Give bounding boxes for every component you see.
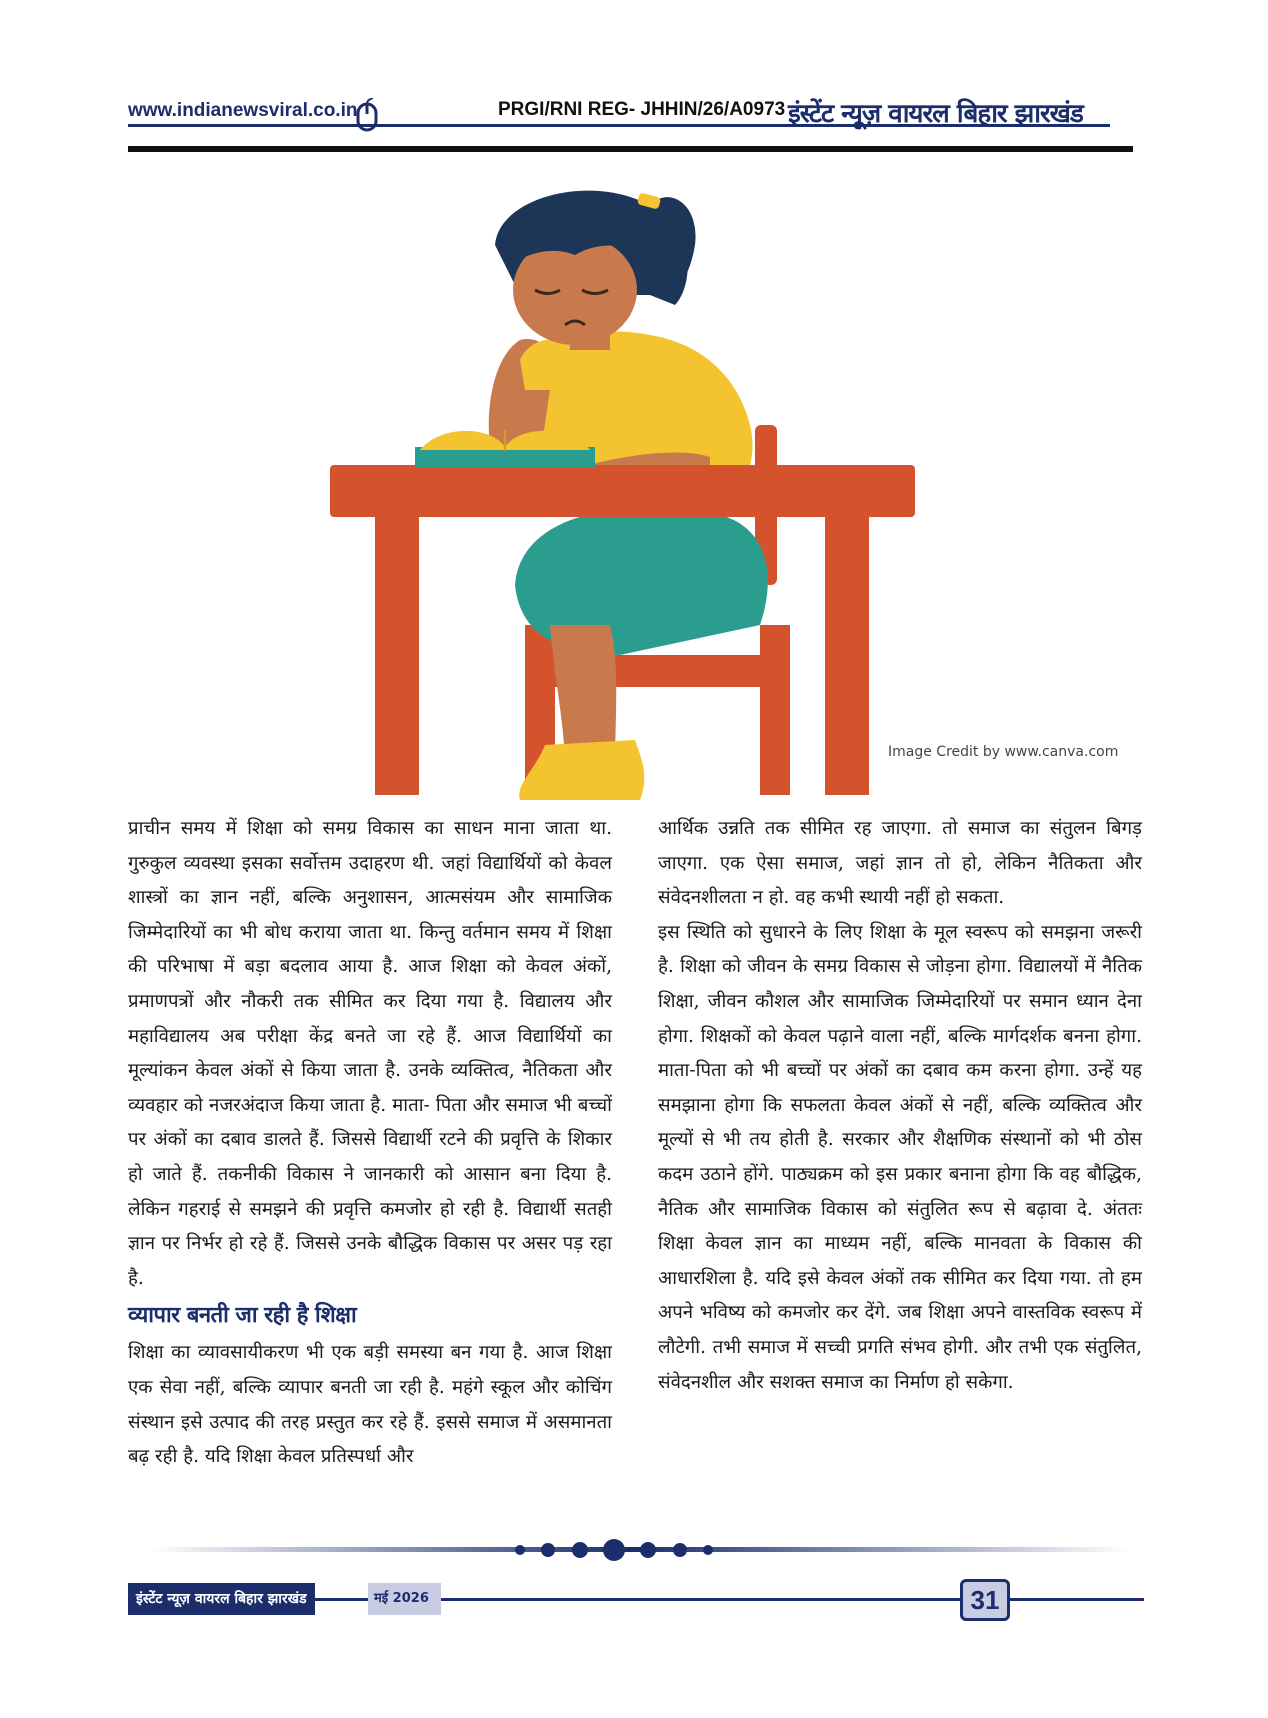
header-thick-rule [128, 146, 1133, 152]
article-column-right [658, 812, 1142, 1400]
issue-date: मई 2026 [368, 1583, 441, 1615]
studying-girl-illustration [320, 185, 920, 805]
footer-brand: इंस्टेंट न्यूज़ वायरल बिहार झारखंड [128, 1583, 315, 1615]
page-number: 31 [960, 1579, 1010, 1621]
registration-number: PRGI/RNI REG- JHHIN/26/A0973 [498, 99, 786, 120]
article-column-left [128, 812, 612, 1475]
article-paragraph: आर्थिक उन्नति तक सीमित रह जाएगा. तो समाज का संतुलन बिगड़ जाएगा. एक ऐसा समाज, जहां ज्ञान तो हो, लेकिन नैतिकता और संवेदनशीलता न हो. वह कभी स्थायी नहीं हो सकता. [658, 818, 1142, 909]
image-credit: Image Credit by www.canva.com [888, 744, 1119, 760]
section-subheading: व्यापार बनती जा रही है शिक्षा [128, 1303, 357, 1329]
header-brand: इंस्टेंट न्यूज़ वायरल बिहार झारखंड [788, 99, 1083, 129]
site-url: www.indianewsviral.co.in [128, 100, 358, 121]
article-paragraph: इस स्थिति को सुधारने के लिए शिक्षा के मूल स्वरूप को समझना जरूरी है. शिक्षा को जीवन के समग्र विकास से जोड़ना होगा. विद्यालयों में नैतिक शिक्षा, जीवन कौशल और सामाजिक जिम्मेदारियों पर समान ध्यान देना होगा. शिक्षकों को केवल पढ़ाने वाला नहीं, बल्कि मार्गदर्शक बनना होगा. माता-पिता को भी बच्चों पर अंकों का दबाव कम करना होगा. उन्हें यह समझाना होगा कि सफलता केवल अंकों से नहीं, बल्कि व्यक्तित्व और मूल्यों से भी तय होती है. सरकार और शैक्षणिक संस्थानों को भी ठोस कदम उठाने होंगे. पाठ्यक्रम को इस प्रकार बनाना होगा कि वह बौद्धिक, नैतिक और सामाजिक विकास को संतुलित रूप से बढ़ावा दे. अंततः शिक्षा केवल ज्ञान का माध्यम नहीं, बल्कि मानवता के विकास की आधारशिला है. यदि इसे केवल अंकों तक सीमित कर दिया गया. तो हम अपने भविष्य को कमजोर कर देंगे. जब शिक्षा अपने वास्तविक स्वरूप में लौटेगी. तभी समाज में सच्ची प्रगति संभव होगी. और तभी एक संतुलित, संवेदनशील और सशक्त समाज का निर्माण हो सकेगा. [658, 921, 1142, 1393]
article-paragraph: प्राचीन समय में शिक्षा को समग्र विकास का साधन माना जाता था. गुरुकुल व्यवस्था इसका सर्वोत्तम उदाहरण थी. जहां विद्यार्थियों को केवल शास्त्रों का ज्ञान नहीं, बल्कि अनुशासन, आत्मसंयम और सामाजिक जिम्मेदारियों का भी बोध कराया जाता था. किन्तु वर्तमान समय में शिक्षा की परिभाषा में बड़ा बदलाव आया है. आज शिक्षा को केवल अंकों, प्रमाणपत्रों और नौकरी तक सीमित कर दिया गया है. विद्यालय और महाविद्यालय अब परीक्षा केंद्र बनते जा रहे हैं. आज विद्यार्थियों का मूल्यांकन केवल अंकों से किया जाता है. उनके व्यक्तित्व, नैतिकता और व्यवहार को नजरअंदाज किया जाता है. माता- पिता और समाज भी बच्चों पर अंकों का दबाव डालते हैं. जिससे विद्यार्थी रटने की प्रवृत्ति के शिकार हो जाते हैं. तकनीकी विकास ने जानकारी को आसान बना दिया है. लेकिन गहराई से समझने की प्रवृत्ति कमजोर हो रही है. विद्यार्थी सतही ज्ञान पर निर्भर हो रहे हैं. जिससे उनके बौद्धिक विकास पर असर पड़ रहा है. [128, 818, 612, 1289]
article-paragraph: शिक्षा का व्यावसायीकरण भी एक बड़ी समस्या बन गया है. आज शिक्षा एक सेवा नहीं, बल्कि व्यापार बनती जा रही है. महंगे स्कूल और कोचिंग संस्थान इसे उत्पाद की तरह प्रस्तुत कर रहे हैं. इससे समाज में असमानता बढ़ रही है. यदि शिक्षा केवल प्रतिस्पर्धा और [128, 1342, 612, 1468]
decorative-dots-divider [0, 1538, 1268, 1562]
